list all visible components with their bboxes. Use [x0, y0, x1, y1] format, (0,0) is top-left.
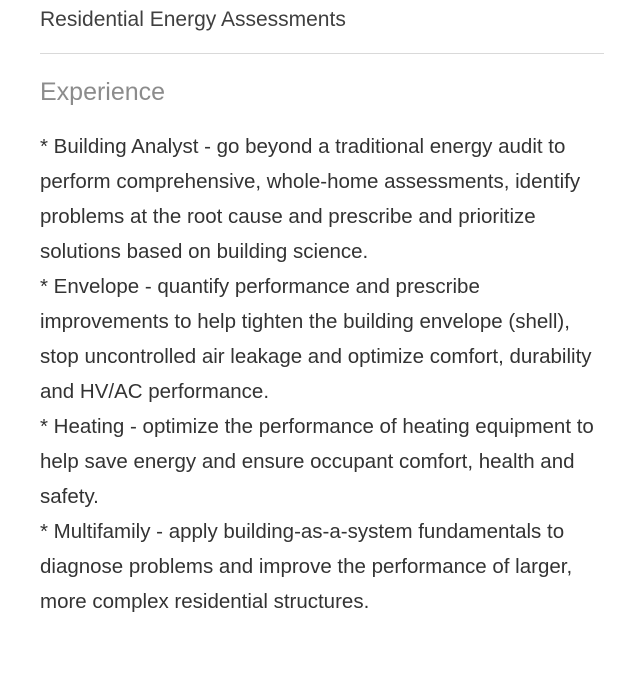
experience-item-building-analyst: * Building Analyst - go beyond a traditional energy audit to perform comprehensive, whole-home assessments, identify problems at the root cause and prescribe and prioritize solutions based on building science. [40, 135, 581, 263]
experience-list [40, 129, 605, 619]
experience-item-heating: * Heating - optimize the performance of heating equipment to help save energy and ensure occupant comfort, health and safety. [40, 415, 594, 508]
experience-item-envelope: * Envelope - quantify performance and prescribe improvements to help tighten the building envelope (shell), stop uncontrolled air leakage and optimize comfort, durability and HV/AC performance. [40, 275, 592, 403]
divider [40, 53, 604, 54]
experience-item-multifamily: * Multifamily - apply building-as-a-system fundamentals to diagnose problems and improve the performance of larger, more complex residential structures. [40, 520, 573, 613]
experience-heading: Experience [40, 78, 166, 106]
page-title: Residential Energy Assessments [40, 8, 346, 31]
